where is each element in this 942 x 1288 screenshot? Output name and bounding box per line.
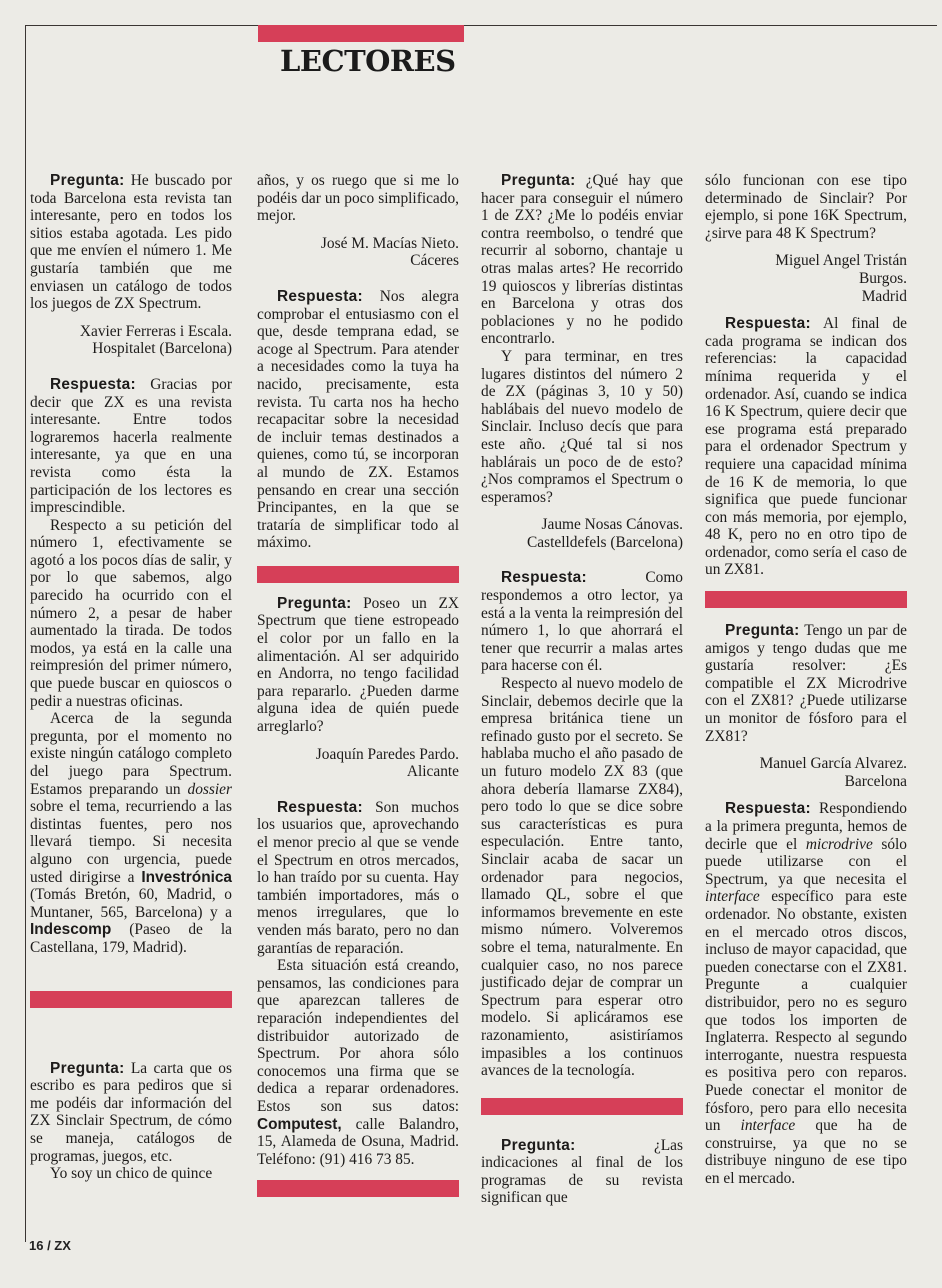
signature-place: Castelldefels (Barcelona) bbox=[527, 533, 683, 551]
signature-place: Madrid bbox=[861, 287, 907, 305]
question-text: ¿Qué hay que hacer para conseguir el número 1 de ZX? ¿Me lo podéis enviar contra reembolso, o tendré que recurrir al soborno, chantaje u otras malas artes? He recorrido 19 quioscos y librerías distintas en Barcelona y otras dos poblaciones y no he podido encontrarlo. bbox=[481, 172, 683, 348]
answer-text: Son muchos los usuarios que, aprovechando el menor precio al que se vende el Spectrum en otros mercados, lo han traído por su cuenta. Hay también importadores, más o menos irregulares, que lo venden más barato, pero no dan garantías de reparación. bbox=[257, 798, 459, 957]
answer-label: Respuesta: bbox=[725, 315, 811, 333]
answer-label: Respuesta: bbox=[277, 798, 363, 816]
interface-term: interface bbox=[740, 1117, 796, 1135]
question-label: Pregunta: bbox=[501, 172, 576, 189]
page-footer: 16 / ZX bbox=[29, 1238, 71, 1253]
answer-paragraph bbox=[30, 376, 232, 517]
answer-text: sólo puede utilizarse con el Spectrum, ya que necesita el bbox=[705, 835, 907, 888]
company-indescomp: Indescomp bbox=[30, 921, 112, 939]
answer-text: Gracias por decir que ZX es una revista interesante. Entre todos lograremos hacerla realmente interesante, ya que en una revista como ésta la participación de los lectores es imprescindible. bbox=[30, 375, 232, 517]
interface-term: interface bbox=[705, 888, 760, 906]
answer-text: Nos alegra comprobar el entusiasmo con el que, desde temprana edad, se acoge al Spectrum. Para atender a necesidades como la tuya ha nacido, precisamente, esta revista. Tu carta nos ha hecho recapacitar sobre la necesidad de incluir temas destinados a quienes, como tú, se incorporan al mundo de ZX. Estamos pensando en crear una sección Principantes, en la que se trataría de simplificar todo al máximo. bbox=[257, 287, 459, 552]
answer-paragraph bbox=[257, 288, 459, 552]
answer-paragraph bbox=[481, 569, 683, 675]
question-text: Yo soy un chico de quince bbox=[50, 1165, 213, 1183]
answer-text: Como respondemos a otro lector, ya está a la venta la reimpresión del número 1, lo que ahorrará el tener que recurrir a malas artes para hacerse con él. bbox=[481, 569, 683, 675]
signature-place: Alicante bbox=[406, 763, 459, 781]
answer-paragraph: Respecto al nuevo modelo de Sinclair, debemos decirle que la empresa británica tiene un refinado gusto por el secreto. Se hablaba mucho el año pasado de un futuro modelo ZX 83 (que ahora debería llamarse ZX84), pero todo lo que se dice sobre sus características es pura especulación. Entre tanto, Sinclair acaba de sacar un ordenador para negocios, llamado QL, sobre el que informamos brevemente en este mismo número. Volveremos sobre el tema, naturalmente. En cualquier caso, no nos parece justificado dejar de comprar un Spectrum para esperar otro modelo. Si aplicáramos ese razonamiento, asistiríamos impasibles a los continuos avances de la tecnología. bbox=[481, 675, 683, 1080]
answer-paragraph bbox=[30, 710, 232, 956]
answer-label: Respuesta: bbox=[277, 287, 363, 305]
signature-name: Jaume Nosas Cánovas. bbox=[541, 516, 683, 534]
letter-question bbox=[257, 595, 459, 736]
answer-paragraph bbox=[705, 315, 907, 579]
header-accent-bar bbox=[258, 25, 464, 42]
letter-question bbox=[481, 1137, 683, 1207]
company-investronica: Investrónica bbox=[141, 868, 232, 886]
answer-text: Acerca de la segunda pregunta, por el momento no existe ningún catálogo completo del juego para Spectrum. Estamos preparando un bbox=[30, 710, 232, 798]
letter-question bbox=[30, 172, 232, 313]
answer-paragraph bbox=[257, 957, 459, 1168]
signature-name: Xavier Ferreras i Escala. bbox=[79, 322, 232, 340]
answer-text: (Tomás Bretón, 60, Madrid, o Muntaner, 565, Barcelona) y a bbox=[30, 886, 232, 921]
answer-text: Respondiendo a la primera pregunta, hemos de decirle que el bbox=[705, 800, 907, 853]
question-text: Poseo un ZX Spectrum que tiene estropeado el color por un fallo en la alimentación. Al ser adquirido en Andorra, no tengo facilidad para repararlo. ¿Pueden darme alguna idea de quién puede arreglarlo? bbox=[257, 594, 459, 736]
question-label: Pregunta: bbox=[277, 594, 352, 612]
answer-label: Respuesta: bbox=[725, 800, 811, 818]
answer-label: Respuesta: bbox=[501, 569, 587, 587]
question-text: sólo funcionan con ese tipo determinado de Sinclair? Por ejemplo, si pone 16K Spectrum, ¿sirve para 48 K Spectrum? bbox=[705, 172, 907, 242]
column-2 bbox=[257, 172, 459, 1197]
question-text: Tengo un par de amigos y tengo dudas que me gustaría resolver: ¿Es compatible el ZX Microdrive con el ZX81? ¿Puede utilizarse un monitor de fósforo para el ZX81? bbox=[705, 622, 907, 745]
column-3 bbox=[481, 172, 683, 1207]
answer-text: que ha de construirse, ya que no se distribuye ninguno de ese tipo en el mercado. bbox=[705, 1117, 907, 1187]
answer-text: sobre el tema, recurriendo a las distintas fuentes, pero nos llevará tiempo. Si necesita alguno con urgencia, puede usted dirigirse a bbox=[30, 798, 232, 886]
question-text: He buscado por toda Barcelona esta revista tan interesante, pero en todos los sitios estaba agotada. Les pido que me envíen el número 1. Me gustaría también que me enviasen un catálogo de todos los juegos de ZX Spectrum. bbox=[30, 172, 232, 313]
answer-text: Al final de cada programa se indican dos referencias: la capacidad mínima requerida y el ordenador. Así, cuando se indica 16 K Spectrum, quiere decir que ese programa está preparado para el ordenador Spectrum y requiere una capacidad mínima de 16 K de memoria, lo que significa que puede funcionar con más memoria, por ejemplo, 48 K, pero no en otro tipo de ordenador, como sería el caso de un ZX81. bbox=[705, 315, 907, 579]
question-text: años, y os ruego que si me lo podéis dar un poco simplificado, mejor. bbox=[257, 172, 459, 225]
question-text: La carta que os escribo es para pediros que si me podéis dar información del ZX Sinclair Spectrum, de cómo se maneja, catálogos de programas, juegos, etc. bbox=[30, 1059, 232, 1165]
dossier-term: dossier bbox=[187, 780, 232, 798]
answer-paragraph bbox=[257, 799, 459, 957]
section-divider-bar bbox=[257, 1180, 459, 1197]
signature-name: Joaquín Paredes Pardo. bbox=[315, 745, 459, 763]
section-divider-bar bbox=[257, 566, 459, 583]
answer-text: calle Balandro, 15, Alameda de Osuna, Madrid. Teléfono: (91) 416 73 85. bbox=[257, 1115, 459, 1168]
question-label: Pregunta: bbox=[50, 1059, 125, 1077]
microdrive-term: microdrive bbox=[805, 835, 873, 853]
column-4 bbox=[705, 172, 907, 1187]
answer-text: específico para este ordenador. No obstante, existen en el mercado otros discos, incluso de mayor capacidad, que pueden conectarse con el ZX81. Pregunte a cualquier distribuidor, pero no es seguro que todos los importen de Inglaterra. Respecto al segundo interrogante, nuestra respuesta es positiva pero con reparos. Puede conectar el monitor de fósforo, pero para ello necesita un bbox=[705, 888, 907, 1135]
section-divider-bar bbox=[481, 1098, 683, 1115]
answer-label: Respuesta: bbox=[50, 375, 136, 393]
column-1 bbox=[30, 172, 232, 1183]
section-divider-bar bbox=[30, 991, 232, 1008]
answer-text: (Paseo de la Castellana, 179, Madrid). bbox=[30, 921, 232, 956]
signature-city: Burgos. bbox=[858, 269, 907, 287]
letter-question bbox=[705, 622, 907, 745]
question-label: Pregunta: bbox=[50, 172, 125, 189]
page-title: LECTORES bbox=[280, 44, 456, 78]
signature-name: Manuel García Alvarez. bbox=[759, 755, 907, 773]
answer-text: Esta situación está creando, pensamos, las condiciones para que aparezcan talleres de reparación independientes del distribuidor autorizado de Spectrum. Por ahora sólo conocemos una firma que se dedica a reparar ordenadores. Estos son sus datos: bbox=[257, 957, 459, 1115]
signature-place: Hospitalet (Barcelona) bbox=[92, 340, 232, 358]
letter-question bbox=[30, 1060, 232, 1166]
signature-place: Cáceres bbox=[410, 252, 459, 270]
question-text: ¿Las indicaciones al final de los programas de su revista significan que bbox=[481, 1136, 683, 1207]
letter-question bbox=[481, 172, 683, 348]
answer-paragraph: Respecto a su petición del número 1, efectivamente se agotó a los pocos días de salir, y por lo que sabemos, algo parecido ha ocurrido con el número 2, a pesar de haber aumentado la tirada. De todos modos, ya está en la calle una reimpresión del primer número, que puede buscar en quioscos o pedir a nuestras oficinas. bbox=[30, 516, 232, 710]
question-label: Pregunta: bbox=[725, 622, 800, 640]
section-divider-bar bbox=[705, 591, 907, 608]
question-text: Y para terminar, en tres lugares distintos del número 2 de ZX (páginas 3, 10 y 50) hablábais del nuevo modelo de Sinclair. Incluso decís que para este año. ¿Qué tal si nos hablárais un poco de de esto? ¿Nos compramos el Spectrum o esperamos? bbox=[481, 347, 683, 506]
answer-paragraph bbox=[705, 800, 907, 1187]
signature-name: José M. Macías Nieto. bbox=[320, 234, 459, 252]
signature-name: Miguel Angel Tristán bbox=[775, 252, 907, 270]
company-computest: Computest, bbox=[257, 1115, 342, 1133]
signature-place: Barcelona bbox=[844, 772, 907, 790]
question-label: Pregunta: bbox=[501, 1136, 576, 1154]
